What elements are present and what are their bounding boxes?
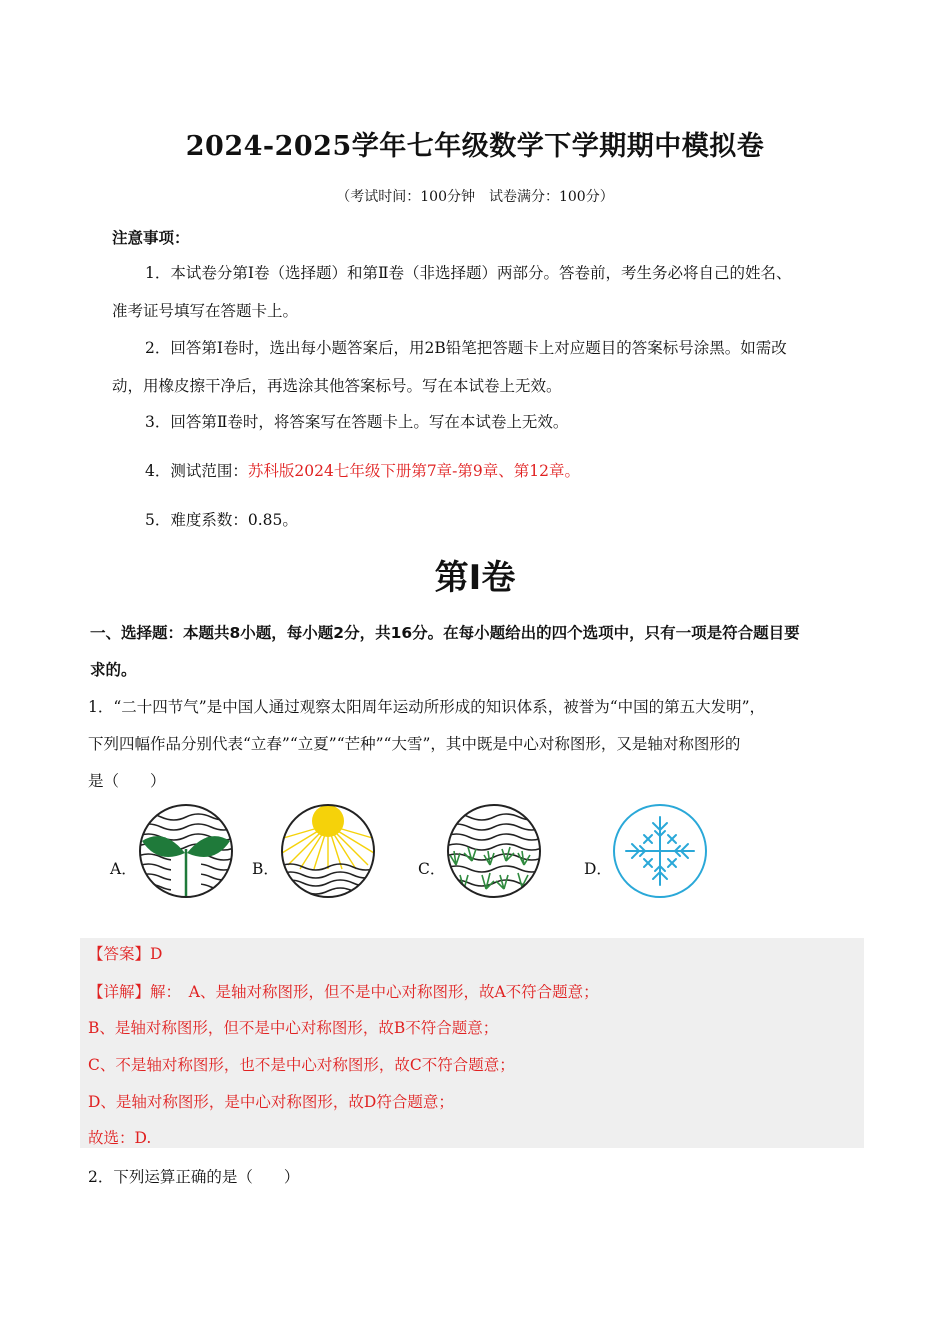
exam-info: （考试时间：100分钟 试卷满分：100分） (336, 189, 614, 205)
option-a-label: A． (110, 860, 137, 878)
detail-line-1 (88, 982, 599, 1002)
question-2-line-1: 2．下列运算正确的是（ ） (88, 1168, 300, 1186)
note-1-line-1: 1．本试卷分第Ⅰ卷（选择题）和第Ⅱ卷（非选择题）两部分。答卷前，考生务必将自己的姓名、 (145, 264, 792, 282)
detail-text-1: 解： A、是轴对称图形，但不是中心对称图形，故A不符合题意； (150, 983, 599, 1001)
sprout-icon (136, 803, 236, 899)
note-3: 3．回答第Ⅱ卷时，将答案写在答题卡上。写在本试卷上无效。 (145, 413, 569, 431)
note-1-line-2: 准考证号填写在答题卡上。 (112, 302, 299, 320)
question-1-line-2: 下列四幅作品分别代表“立春”“立夏”“芒种”“大雪”，其中既是中心对称图形，又是轴对称图形的 (88, 735, 741, 753)
section-title: 第Ⅰ卷 (434, 558, 516, 598)
note-4 (145, 461, 580, 481)
section-instruction-line-2: 求的。 (90, 661, 137, 679)
answer-tag: 【答案】 (88, 945, 151, 963)
detail-line-4: D、是轴对称图形，是中心对称图形，故D符合题意； (88, 1093, 454, 1111)
answer-box (80, 938, 864, 1148)
note-2-line-2: 动，用橡皮擦干净后，再选涂其他答案标号。写在本试卷上无效。 (112, 377, 562, 395)
note-2-line-1: 2．回答第Ⅰ卷时，选出每小题答案后，用2B铅笔把答题卡上对应题目的答案标号涂黑。如需改 (145, 339, 787, 357)
note-4-prefix: 4．测试范围： (145, 462, 248, 480)
note-5: 5．难度系数：0.85。 (145, 511, 298, 529)
detail-line-2: B、是轴对称图形，但不是中心对称图形，故B不符合题意； (88, 1019, 499, 1037)
page-title: 2024-2025学年七年级数学下学期期中模拟卷 (185, 131, 765, 162)
option-d-label: D． (584, 860, 612, 878)
option-b-label: B． (252, 860, 279, 878)
grass-icon (444, 803, 544, 899)
section-instruction-line-1: 一、选择题：本题共8小题，每小题2分，共16分。在每小题给出的四个选项中，只有一项是符合题目要 (90, 624, 800, 642)
detail-line-5: 故选：D. (88, 1129, 152, 1147)
detail-tag: 【详解】 (88, 983, 151, 1001)
notes-heading: 注意事项： (112, 229, 190, 247)
question-1-line-3: 是（ ） (88, 772, 166, 790)
answer-value: D (150, 945, 163, 963)
snowflake-icon (610, 803, 710, 899)
question-1-line-1: 1．“二十四节气”是中国人通过观察太阳周年运动所形成的知识体系，被誉为“中国的第五大发明”， (88, 698, 766, 716)
note-4-range: 苏科版2024七年级下册第7章-第9章、第12章。 (247, 462, 581, 480)
option-c-label: C． (418, 860, 446, 878)
detail-line-3: C、不是轴对称图形，也不是中心对称图形，故C不符合题意； (88, 1056, 515, 1074)
sun-icon (278, 803, 378, 899)
answer-line (88, 944, 162, 964)
